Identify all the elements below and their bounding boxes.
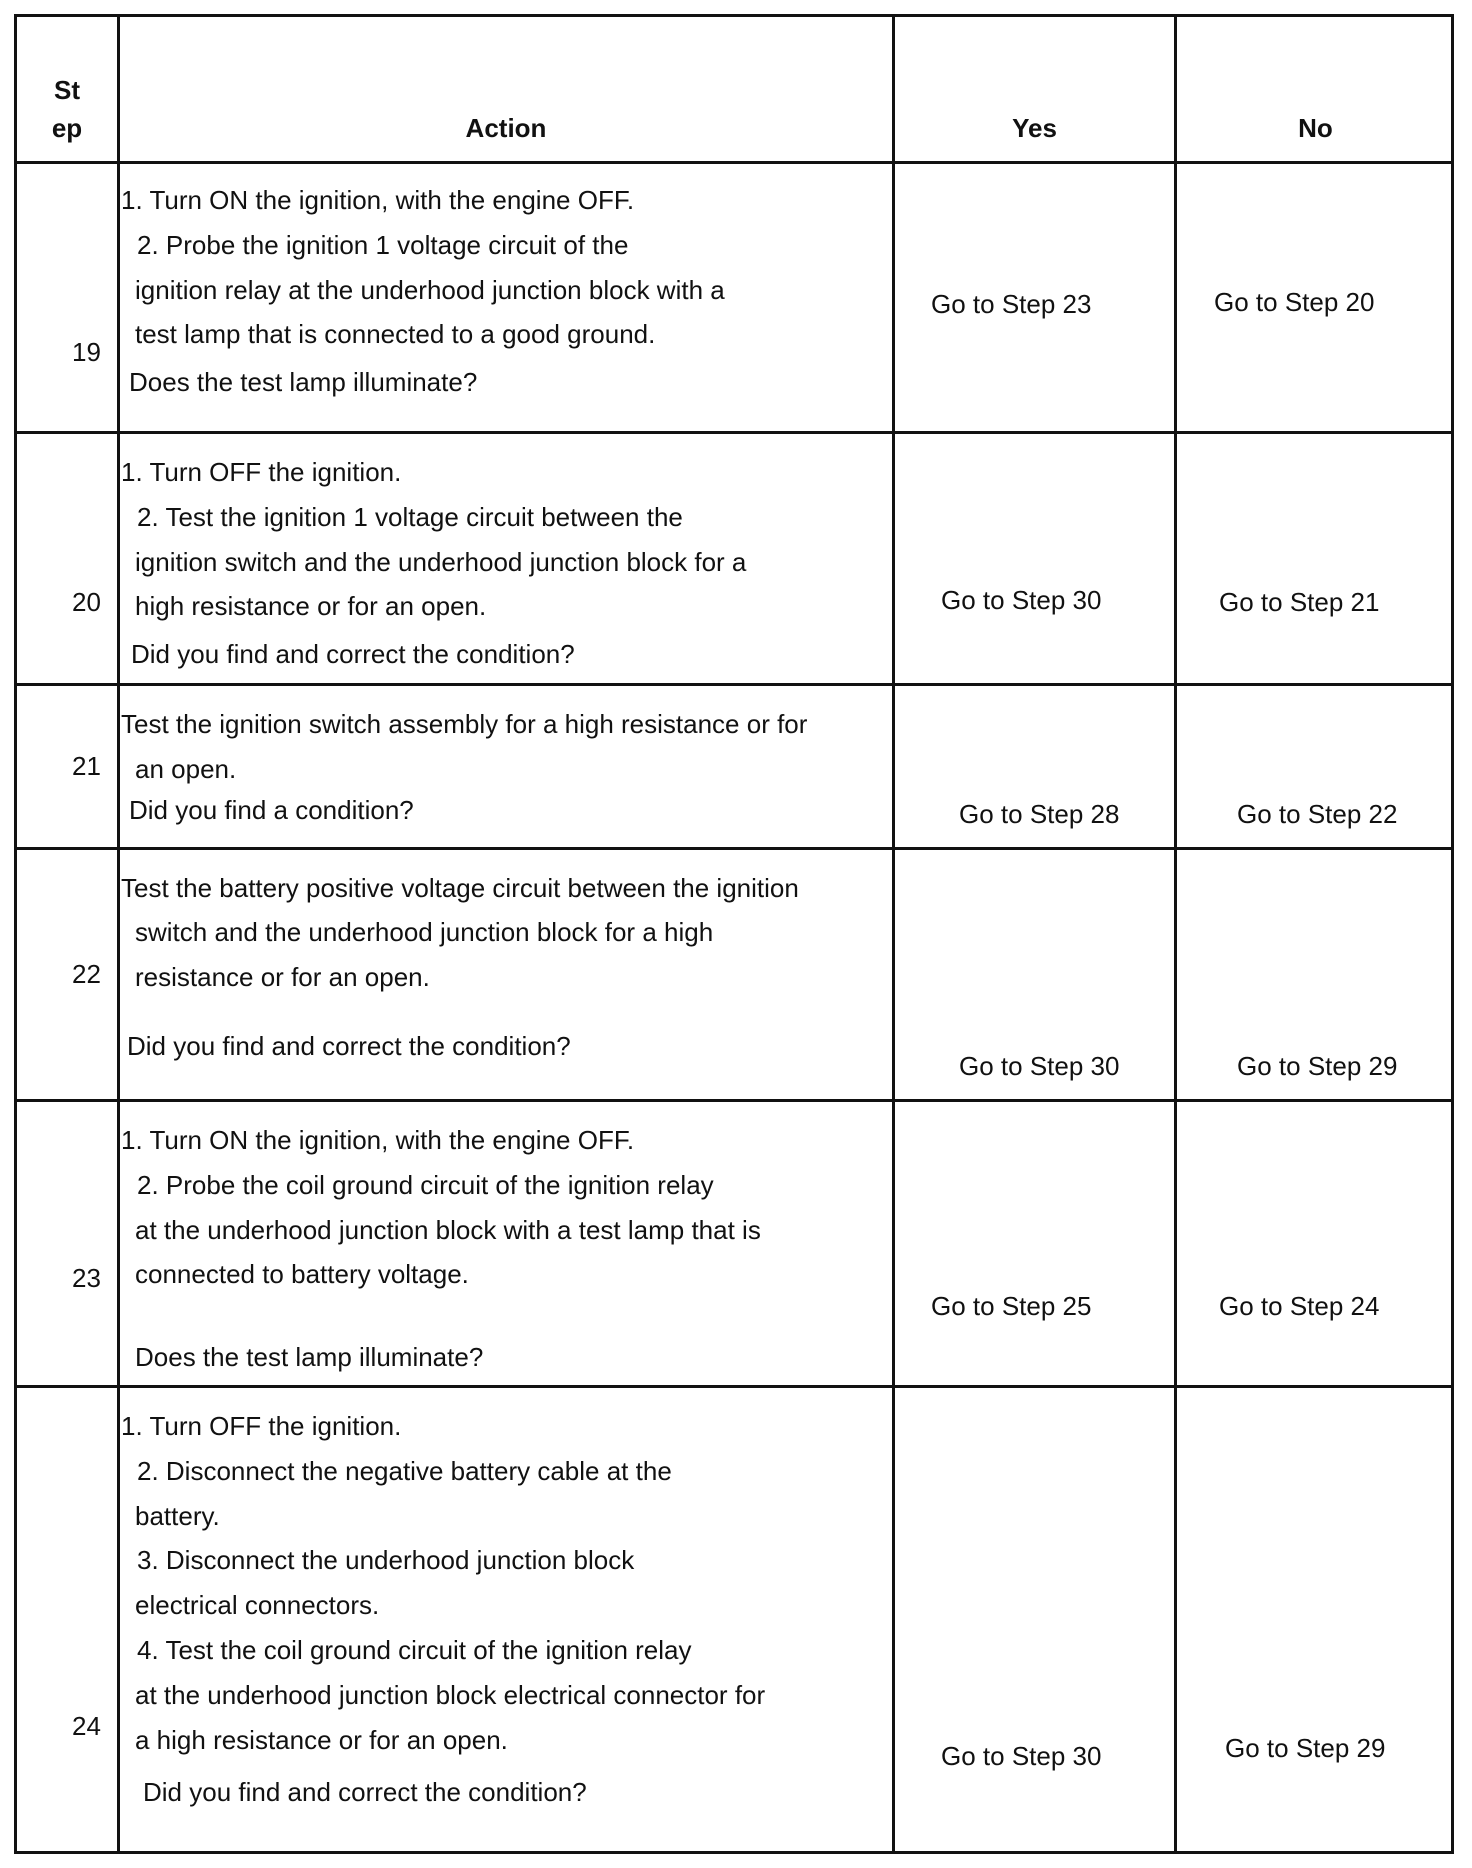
action-line: electrical connectors. <box>135 1590 380 1620</box>
action-line: 4. Test the coil ground circuit of the ignition relay <box>137 1635 692 1665</box>
action-line: Does the test lamp illuminate? <box>129 367 478 397</box>
no-header: No <box>1298 113 1333 143</box>
step-number: 21 <box>72 751 101 781</box>
action-line: 1. Turn OFF the ignition. <box>121 1411 402 1441</box>
step-number: 19 <box>72 337 101 367</box>
yes-cell: Go to Step 28 <box>959 799 1120 829</box>
row-divider <box>17 847 1451 850</box>
action-line: 2. Probe the ignition 1 voltage circuit of the <box>137 230 629 260</box>
action-line: 1. Turn ON the ignition, with the engine OFF. <box>121 1125 635 1155</box>
action-line: Test the ignition switch assembly for a high resistance or for <box>121 709 808 739</box>
action-line: 1. Turn OFF the ignition. <box>121 457 402 487</box>
action-line: ignition relay at the underhood junction block with a <box>135 275 725 305</box>
action-line: at the underhood junction block electrical connector for <box>135 1680 766 1710</box>
action-line: switch and the underhood junction block for a high <box>135 917 714 947</box>
action-line: a high resistance or for an open. <box>135 1725 508 1755</box>
row-divider <box>17 161 1451 164</box>
action-line: 2. Disconnect the negative battery cable at the <box>137 1456 672 1486</box>
yes-cell: Go to Step 30 <box>959 1051 1120 1081</box>
action-line: Does the test lamp illuminate? <box>135 1342 484 1372</box>
no-cell: Go to Step 24 <box>1219 1291 1380 1321</box>
column-divider <box>1174 17 1177 1851</box>
step-number: 22 <box>72 959 101 989</box>
column-divider <box>117 17 120 1851</box>
action-line: resistance or for an open. <box>135 962 430 992</box>
action-line: 1. Turn ON the ignition, with the engine OFF. <box>121 185 635 215</box>
action-line: 2. Test the ignition 1 voltage circuit between the <box>137 502 683 532</box>
action-header: Action <box>465 113 547 143</box>
row-divider <box>17 1099 1451 1102</box>
no-cell: Go to Step 20 <box>1214 287 1375 317</box>
row-divider <box>17 431 1451 434</box>
row-divider <box>17 1385 1451 1388</box>
action-line: at the underhood junction block with a test lamp that is <box>135 1215 761 1245</box>
action-line: battery. <box>135 1501 220 1531</box>
action-line: test lamp that is connected to a good ground. <box>135 319 656 349</box>
step-number: 24 <box>72 1711 101 1741</box>
step-header-line2: ep <box>51 113 83 143</box>
no-cell: Go to Step 29 <box>1225 1733 1386 1763</box>
yes-cell: Go to Step 30 <box>941 585 1102 615</box>
action-line: high resistance or for an open. <box>135 591 487 621</box>
action-line: 2. Probe the coil ground circuit of the ignition relay <box>137 1170 714 1200</box>
yes-cell: Go to Step 25 <box>931 1291 1092 1321</box>
action-line: Did you find and correct the condition? <box>143 1777 587 1807</box>
action-line: Did you find and correct the condition? <box>127 1031 571 1061</box>
action-line: Did you find a condition? <box>129 795 414 825</box>
no-cell: Go to Step 29 <box>1237 1051 1398 1081</box>
action-line: 3. Disconnect the underhood junction block <box>137 1545 635 1575</box>
yes-cell: Go to Step 30 <box>941 1741 1102 1771</box>
step-number: 20 <box>72 587 101 617</box>
yes-header: Yes <box>1012 113 1057 143</box>
no-cell: Go to Step 22 <box>1237 799 1398 829</box>
no-cell: Go to Step 21 <box>1219 587 1380 617</box>
step-header-line1: St <box>54 75 80 105</box>
column-divider <box>892 17 895 1851</box>
action-line: Test the battery positive voltage circuit between the ignition <box>121 873 799 903</box>
action-line: an open. <box>135 754 237 784</box>
yes-cell: Go to Step 23 <box>931 289 1092 319</box>
diagnostic-table <box>14 14 1454 1854</box>
step-number: 23 <box>72 1263 101 1293</box>
action-line: Did you find and correct the condition? <box>131 639 575 669</box>
action-line: connected to battery voltage. <box>135 1259 469 1289</box>
row-divider <box>17 683 1451 686</box>
action-line: ignition switch and the underhood junction block for a <box>135 547 747 577</box>
